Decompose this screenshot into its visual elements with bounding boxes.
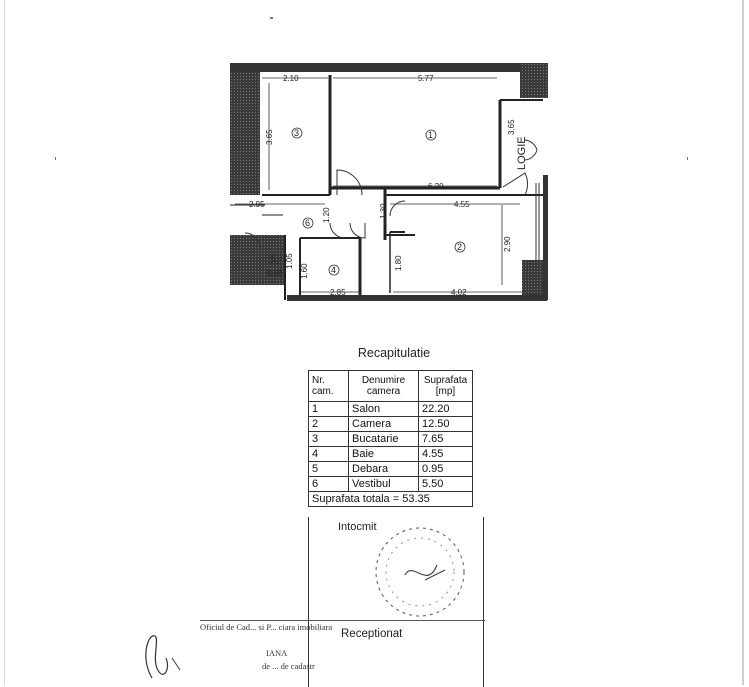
header-name: Denumire camera (349, 371, 419, 402)
recap-title: Recapitulatie (357, 346, 431, 360)
wall-top-right (520, 63, 548, 98)
stamp-rule (200, 620, 485, 621)
wall-top (230, 63, 548, 72)
dim-2-10: 2.10 (283, 74, 299, 83)
page-edge-right (742, 0, 744, 685)
dim-3-65-right: 3.65 (507, 119, 516, 135)
floor-plan (225, 55, 555, 310)
room-id-2: 2 (457, 242, 463, 252)
table-row (309, 447, 473, 462)
logie-label: LOGIE (516, 136, 528, 170)
cell-area: 22.20 (419, 402, 473, 417)
table-header-row (309, 371, 473, 402)
room-id-5: 5 (271, 254, 277, 264)
stamp-line-1: Oficiul de Cad... si P... ciara imobiliara (200, 622, 333, 632)
table-row (309, 432, 473, 447)
room-id-1: 1 (428, 130, 434, 140)
dim-6-20: 6.20 (428, 182, 444, 191)
dim-2-95: 2.95 (249, 200, 265, 209)
intocmit-label: Intocmit (338, 521, 377, 533)
cell-area: 5.50 (419, 477, 473, 492)
cell-name: Bucatarie (349, 432, 419, 447)
cell-name: Salon (349, 402, 419, 417)
stamp-line-2: IANA (266, 648, 288, 658)
dim-2-90: 2.90 (503, 236, 512, 252)
dim-4-55: 4.55 (454, 200, 470, 209)
stamp-line-3: de ... de cadastr (262, 661, 315, 671)
cell-name: Debara (349, 462, 419, 477)
table-row (309, 417, 473, 432)
scan-mark (55, 157, 56, 160)
table-row (309, 462, 473, 477)
table-row (309, 477, 473, 492)
dim-3-65-left: 3.65 (265, 129, 274, 145)
header-area: Suprafata [mp] (419, 371, 473, 402)
scan-mark (687, 157, 688, 160)
cell-name: Baie (349, 447, 419, 462)
dim-1-30: 1.30 (379, 203, 388, 219)
cell-nr: 2 (309, 417, 349, 432)
recap-table (308, 370, 473, 507)
dim-1-05: 1.05 (285, 253, 294, 269)
dim-1-80: 1.80 (394, 255, 403, 271)
wall-right-column (543, 175, 548, 300)
cell-area: 0.95 (419, 462, 473, 477)
wall-left (230, 65, 260, 195)
wall-bottom (287, 295, 547, 301)
cell-area: 12.50 (419, 417, 473, 432)
cell-nr: 3 (309, 432, 349, 447)
dim-0-90: 0.90 (267, 269, 283, 278)
official-stamp (365, 520, 475, 625)
dim-2-85: 2.85 (330, 288, 346, 297)
receptionat-label: Receptionat (341, 628, 403, 640)
room-id-3: 3 (294, 128, 300, 138)
page-edge-left (4, 0, 5, 685)
cell-area: 7.65 (419, 432, 473, 447)
table-total-row (309, 492, 473, 507)
cell-area: 4.55 (419, 447, 473, 462)
header-nr: Nr. cam. (309, 371, 349, 402)
cell-nr: 6 (309, 477, 349, 492)
cell-name: Camera (349, 417, 419, 432)
dim-1-20: 1.20 (322, 207, 331, 223)
signature-scribble (130, 628, 190, 685)
scan-mark (270, 17, 273, 19)
room-id-4: 4 (331, 265, 337, 275)
room-id-6: 6 (305, 218, 311, 228)
dim-4-02: 4.02 (451, 288, 467, 297)
total-area: Suprafata totala = 53.35 (309, 492, 473, 507)
cell-name: Vestibul (349, 477, 419, 492)
cell-nr: 1 (309, 402, 349, 417)
dim-1-60: 1.60 (300, 263, 309, 279)
table-row (309, 402, 473, 417)
cell-nr: 5 (309, 462, 349, 477)
dim-5-77: 5.77 (418, 74, 434, 83)
cell-nr: 4 (309, 447, 349, 462)
